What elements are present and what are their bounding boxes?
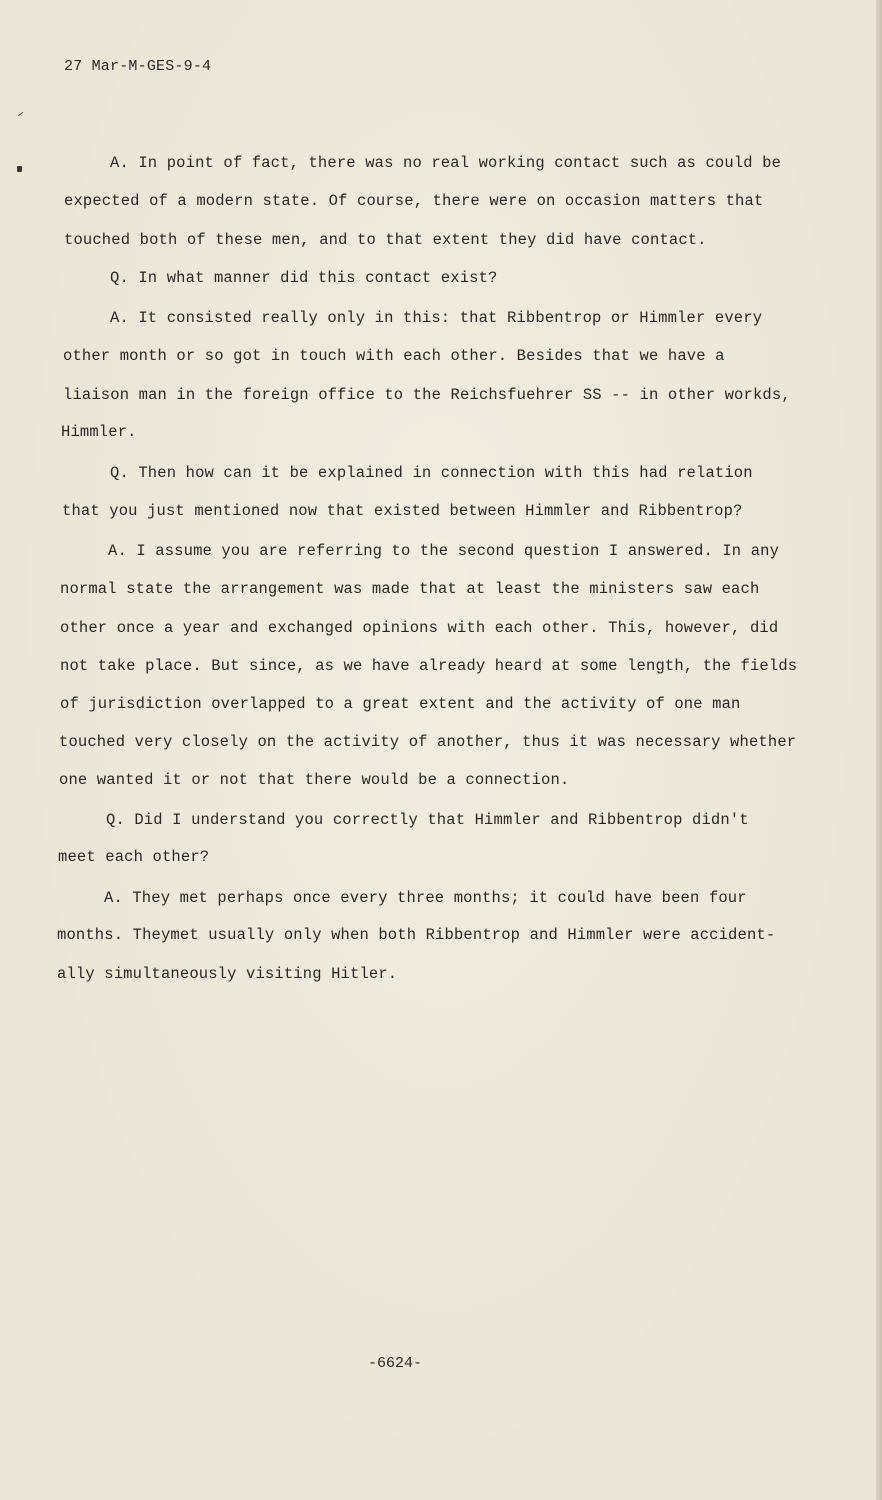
transcript-line: normal state the arrangement was made that at least the ministers saw each [60,580,760,598]
margin-dot [17,166,22,172]
transcript-line: not take place. But since, as we have already heard at some length, the fields [60,657,798,675]
transcript-line: one wanted it or not that there would be a connection. [59,771,570,789]
document-reference: 27 Mar-M-GES-9-4 [64,58,212,75]
transcript-line: Q. Did I understand you correctly that Himmler and Ribbentrop didn't [106,811,749,829]
transcript-line: touched very closely on the activity of another, thus it was necessary whether [59,733,797,751]
transcript-line: touched both of these men, and to that extent they did have contact. [64,231,707,249]
transcript-line: A. They met perhaps once every three months; it could have been four [104,889,747,907]
page-edge [876,0,882,1500]
transcript-line: other once a year and exchanged opinions with each other. This, however, did [60,619,779,637]
margin-mark [18,112,26,120]
transcript-line: ally simultaneously visiting Hitler. [57,965,398,983]
transcript-line: Himmler. [61,423,137,441]
transcript-line: that you just mentioned now that existed between Himmler and Ribbentrop? [62,502,743,520]
page-number: -6624- [368,1355,423,1372]
transcript-line: liaison man in the foreign office to the Reichsfuehrer SS -- in other workds, [63,386,791,404]
transcript-line: A. In point of fact, there was no real working contact such as could be [110,154,782,172]
transcript-line: other month or so got in touch with each other. Besides that we have a [63,347,725,365]
transcript-line: expected of a modern state. Of course, there were on occasion matters that [64,192,764,210]
transcript-line: Q. Then how can it be explained in connection with this had relation [110,464,753,482]
transcript-line: A. It consisted really only in this: that Ribbentrop or Himmler every [110,309,763,327]
transcript-line: of jurisdiction overlapped to a great extent and the activity of one man [60,695,741,713]
transcript-line: meet each other? [58,848,210,866]
transcript-line: months. Theymet usually only when both Ribbentrop and Himmler were accident- [57,926,776,944]
transcript-line: A. I assume you are referring to the second question I answered. In any [108,542,780,560]
transcript-line: Q. In what manner did this contact exist? [110,269,498,287]
